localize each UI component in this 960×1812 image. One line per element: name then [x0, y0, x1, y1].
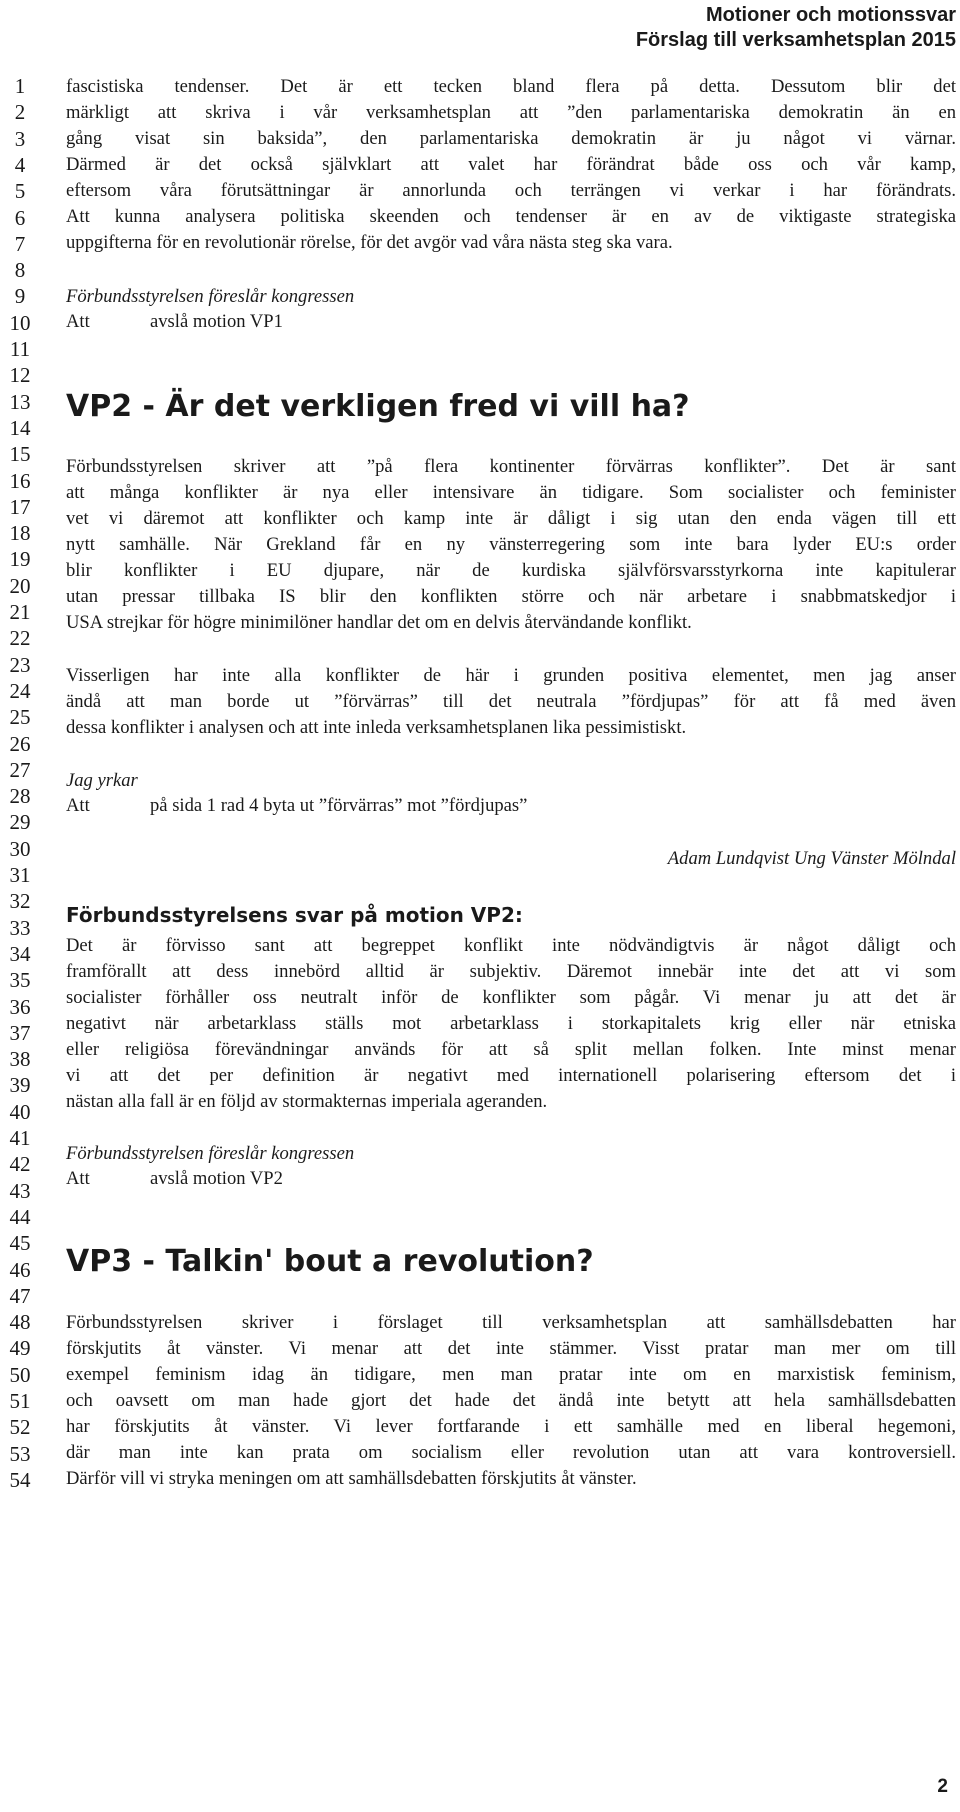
text-line: USA strejkar för högre minimilöner handlar det om en delvis återvändande konflikt.: [66, 612, 692, 633]
text-line: förskjutits åt vänster. Vi menar att det inte stämmer. Visst pratar man mer om till: [66, 1338, 956, 1359]
text-line: där man inte kan prata om socialism eller revolution utan att vara kontroversiell.: [66, 1442, 956, 1463]
signature: Adam Lundqvist Ung Vänster Mölndal: [667, 848, 956, 869]
demand-intro: Jag yrkar: [66, 770, 138, 791]
line-number: 52: [9, 1415, 31, 1440]
text-line: Visserligen har inte alla konflikter de här i grunden positiva elementet, men jag anser: [66, 665, 956, 686]
text-line: gång visat sin baksida”, den parlamentariska demokratin är ju något vi värnar.: [66, 128, 956, 149]
answer-heading: Förbundsstyrelsens svar på motion VP2:: [66, 903, 523, 927]
text-line: Att kunna analysera politiska skeenden och tendenser är en av de viktigaste strategiska: [66, 206, 956, 227]
text-line: eller religiösa förevändningar används för att så split mellan folken. Inte minst menar: [66, 1039, 956, 1060]
att-label: Att: [66, 1168, 90, 1189]
line-number: 19: [9, 547, 31, 572]
text-line: ändå att man borde ut ”förvärras” till det neutrala ”fördjupas” för att få med även: [66, 691, 956, 712]
text-line: socialister förhåller oss neutralt inför de konflikter som pågår. Vi menar ju att det är: [66, 987, 956, 1008]
line-number: 51: [9, 1389, 31, 1413]
line-number: 37: [9, 1020, 31, 1045]
line-number: 54: [9, 1467, 31, 1492]
line-number: 23: [9, 652, 31, 677]
line-number: 30: [9, 836, 31, 861]
text-line: märkligt att skriva i vår verksamhetsplan att ”den parlamentariska demokratin än en: [66, 102, 956, 123]
line-number: 44: [9, 1204, 31, 1229]
text-line: fascistiska tendenser. Det är ett tecken bland flera på detta. Dessutom blir det: [66, 76, 956, 97]
proposal-text: avslå motion VP1: [150, 311, 283, 332]
line-number: 33: [9, 915, 31, 940]
line-number: 1: [14, 74, 26, 98]
line-number: 25: [9, 705, 31, 730]
line-number: 22: [9, 626, 31, 651]
line-number: 8: [14, 258, 26, 283]
line-number: 18: [9, 521, 31, 546]
section-heading-vp3: VP3 - Talkin' bout a revolution?: [66, 1244, 594, 1279]
line-number: 7: [14, 231, 26, 256]
text-line: att många konflikter är nya eller intensivare än tidigare. Som socialister och feminister: [66, 482, 956, 503]
line-number: 27: [9, 757, 31, 782]
text-line: har förskjutits åt vänster. Vi lever fortfarande i ett samhälle med en liberal hegemoni,: [66, 1416, 956, 1437]
line-number: 13: [9, 389, 31, 414]
line-number: 46: [9, 1257, 31, 1282]
page-number: 2: [937, 1776, 948, 1797]
text-line: nästan alla fall är en följd av stormakternas imperiala ageranden.: [66, 1091, 548, 1112]
line-number: 17: [9, 494, 31, 519]
line-number: 24: [9, 678, 31, 703]
text-line: och oavsett om man hade gjort det hade det ändå inte betytt att hela samhällsdebatten: [66, 1390, 956, 1411]
line-number: 4: [14, 152, 26, 177]
line-number: 48: [9, 1310, 31, 1335]
text-line: Därmed är det också självklart att valet har förändrat både oss och vår kamp,: [66, 154, 956, 175]
line-number: 20: [9, 573, 31, 598]
line-number: 2: [14, 100, 26, 125]
line-number: 15: [9, 442, 31, 467]
text-line: vi att det per definition är negativt med internationell polarisering eftersom det i: [66, 1065, 956, 1086]
line-number: 9: [14, 284, 26, 309]
text-line: nytt samhälle. När Grekland får en ny vänsterregering som inte bara lyder EU:s order: [66, 534, 956, 555]
line-number: 31: [9, 863, 31, 887]
line-number: 40: [9, 1099, 31, 1124]
line-number: 5: [14, 179, 26, 204]
line-number: 47: [9, 1283, 31, 1308]
text-line: dessa konflikter i analysen och att inte inleda verksamhetsplanen lika pessimistiskt.: [66, 717, 687, 738]
line-number: 36: [9, 994, 31, 1019]
proposal-intro: Förbundsstyrelsen föreslår kongressen: [66, 1143, 355, 1164]
line-number: 6: [14, 205, 26, 230]
text-line: Det är förvisso sant att begreppet konflikt inte nödvändigtvis är något dåligt och: [66, 935, 956, 956]
line-number: 3: [14, 126, 26, 151]
line-number: 53: [9, 1441, 31, 1466]
text-line: utan pressar tillbaka IS blir den konflikten större och när arbetare i snabbmatskedjor i: [66, 586, 956, 607]
line-number: 14: [9, 415, 31, 440]
text-line: framförallt att dess innebörd alltid är subjektiv. Däremot innebär inte det att vi som: [66, 961, 956, 982]
section-heading-vp2: VP2 - Är det verkligen fred vi vill ha?: [66, 389, 690, 424]
proposal-text: avslå motion VP2: [150, 1168, 283, 1189]
att-label: Att: [66, 311, 90, 332]
line-number: 10: [9, 310, 31, 335]
line-number: 26: [9, 731, 31, 756]
text-line: vet vi däremot att konflikter och kamp inte är dåligt i sig utan den enda vägen till ett: [66, 508, 956, 529]
line-number: 35: [9, 968, 31, 993]
line-number: 49: [9, 1336, 31, 1361]
line-number: 29: [9, 810, 31, 835]
line-number: 42: [9, 1152, 31, 1177]
header-subtitle: Förslag till verksamhetsplan 2015: [635, 29, 956, 51]
line-number: 38: [9, 1047, 31, 1072]
text-line: Därför vill vi stryka meningen om att samhällsdebatten förskjutits åt vänster.: [66, 1468, 637, 1489]
att-label: Att: [66, 795, 90, 816]
line-number: 12: [9, 363, 31, 388]
line-number: 11: [9, 337, 31, 361]
text-line: eftersom våra förutsättningar är annorlunda och terrängen vi verkar i har förändrats.: [66, 180, 956, 201]
text-line: Förbundsstyrelsen skriver att ”på flera kontinenter förvärras konflikter”. Det är sant: [66, 456, 956, 477]
text-line: negativt när arbetarklass ställs mot arbetarklass i storkapitalets krig eller när etniska: [66, 1013, 956, 1034]
proposal-intro: Förbundsstyrelsen föreslår kongressen: [66, 286, 355, 307]
text-line: blir konflikter i EU djupare, när de kurdiska självförsvarsstyrkorna inte kapitulerar: [66, 560, 956, 581]
line-number: 41: [9, 1126, 31, 1150]
line-number: 32: [9, 889, 31, 914]
line-number: 28: [9, 784, 31, 809]
line-number: 21: [9, 600, 31, 624]
line-number: 45: [9, 1231, 31, 1256]
line-number: 43: [9, 1178, 31, 1203]
text-line: exempel feminism idag än tidigare, men man pratar inte om en marxistisk feminism,: [66, 1364, 956, 1385]
line-number: 50: [9, 1362, 31, 1387]
text-line: uppgifterna för en revolutionär rörelse, för det avgör vad våra nästa steg ska vara.: [66, 232, 673, 253]
line-number: 39: [9, 1073, 31, 1098]
header-title: Motioner och motionssvar: [705, 4, 956, 26]
text-line: Förbundsstyrelsen skriver i förslaget till verksamhetsplan att samhällsdebatten har: [66, 1312, 956, 1333]
demand-text: på sida 1 rad 4 byta ut ”förvärras” mot ”fördjupas”: [150, 795, 528, 816]
line-number: 16: [9, 468, 31, 493]
line-number: 34: [9, 941, 31, 966]
